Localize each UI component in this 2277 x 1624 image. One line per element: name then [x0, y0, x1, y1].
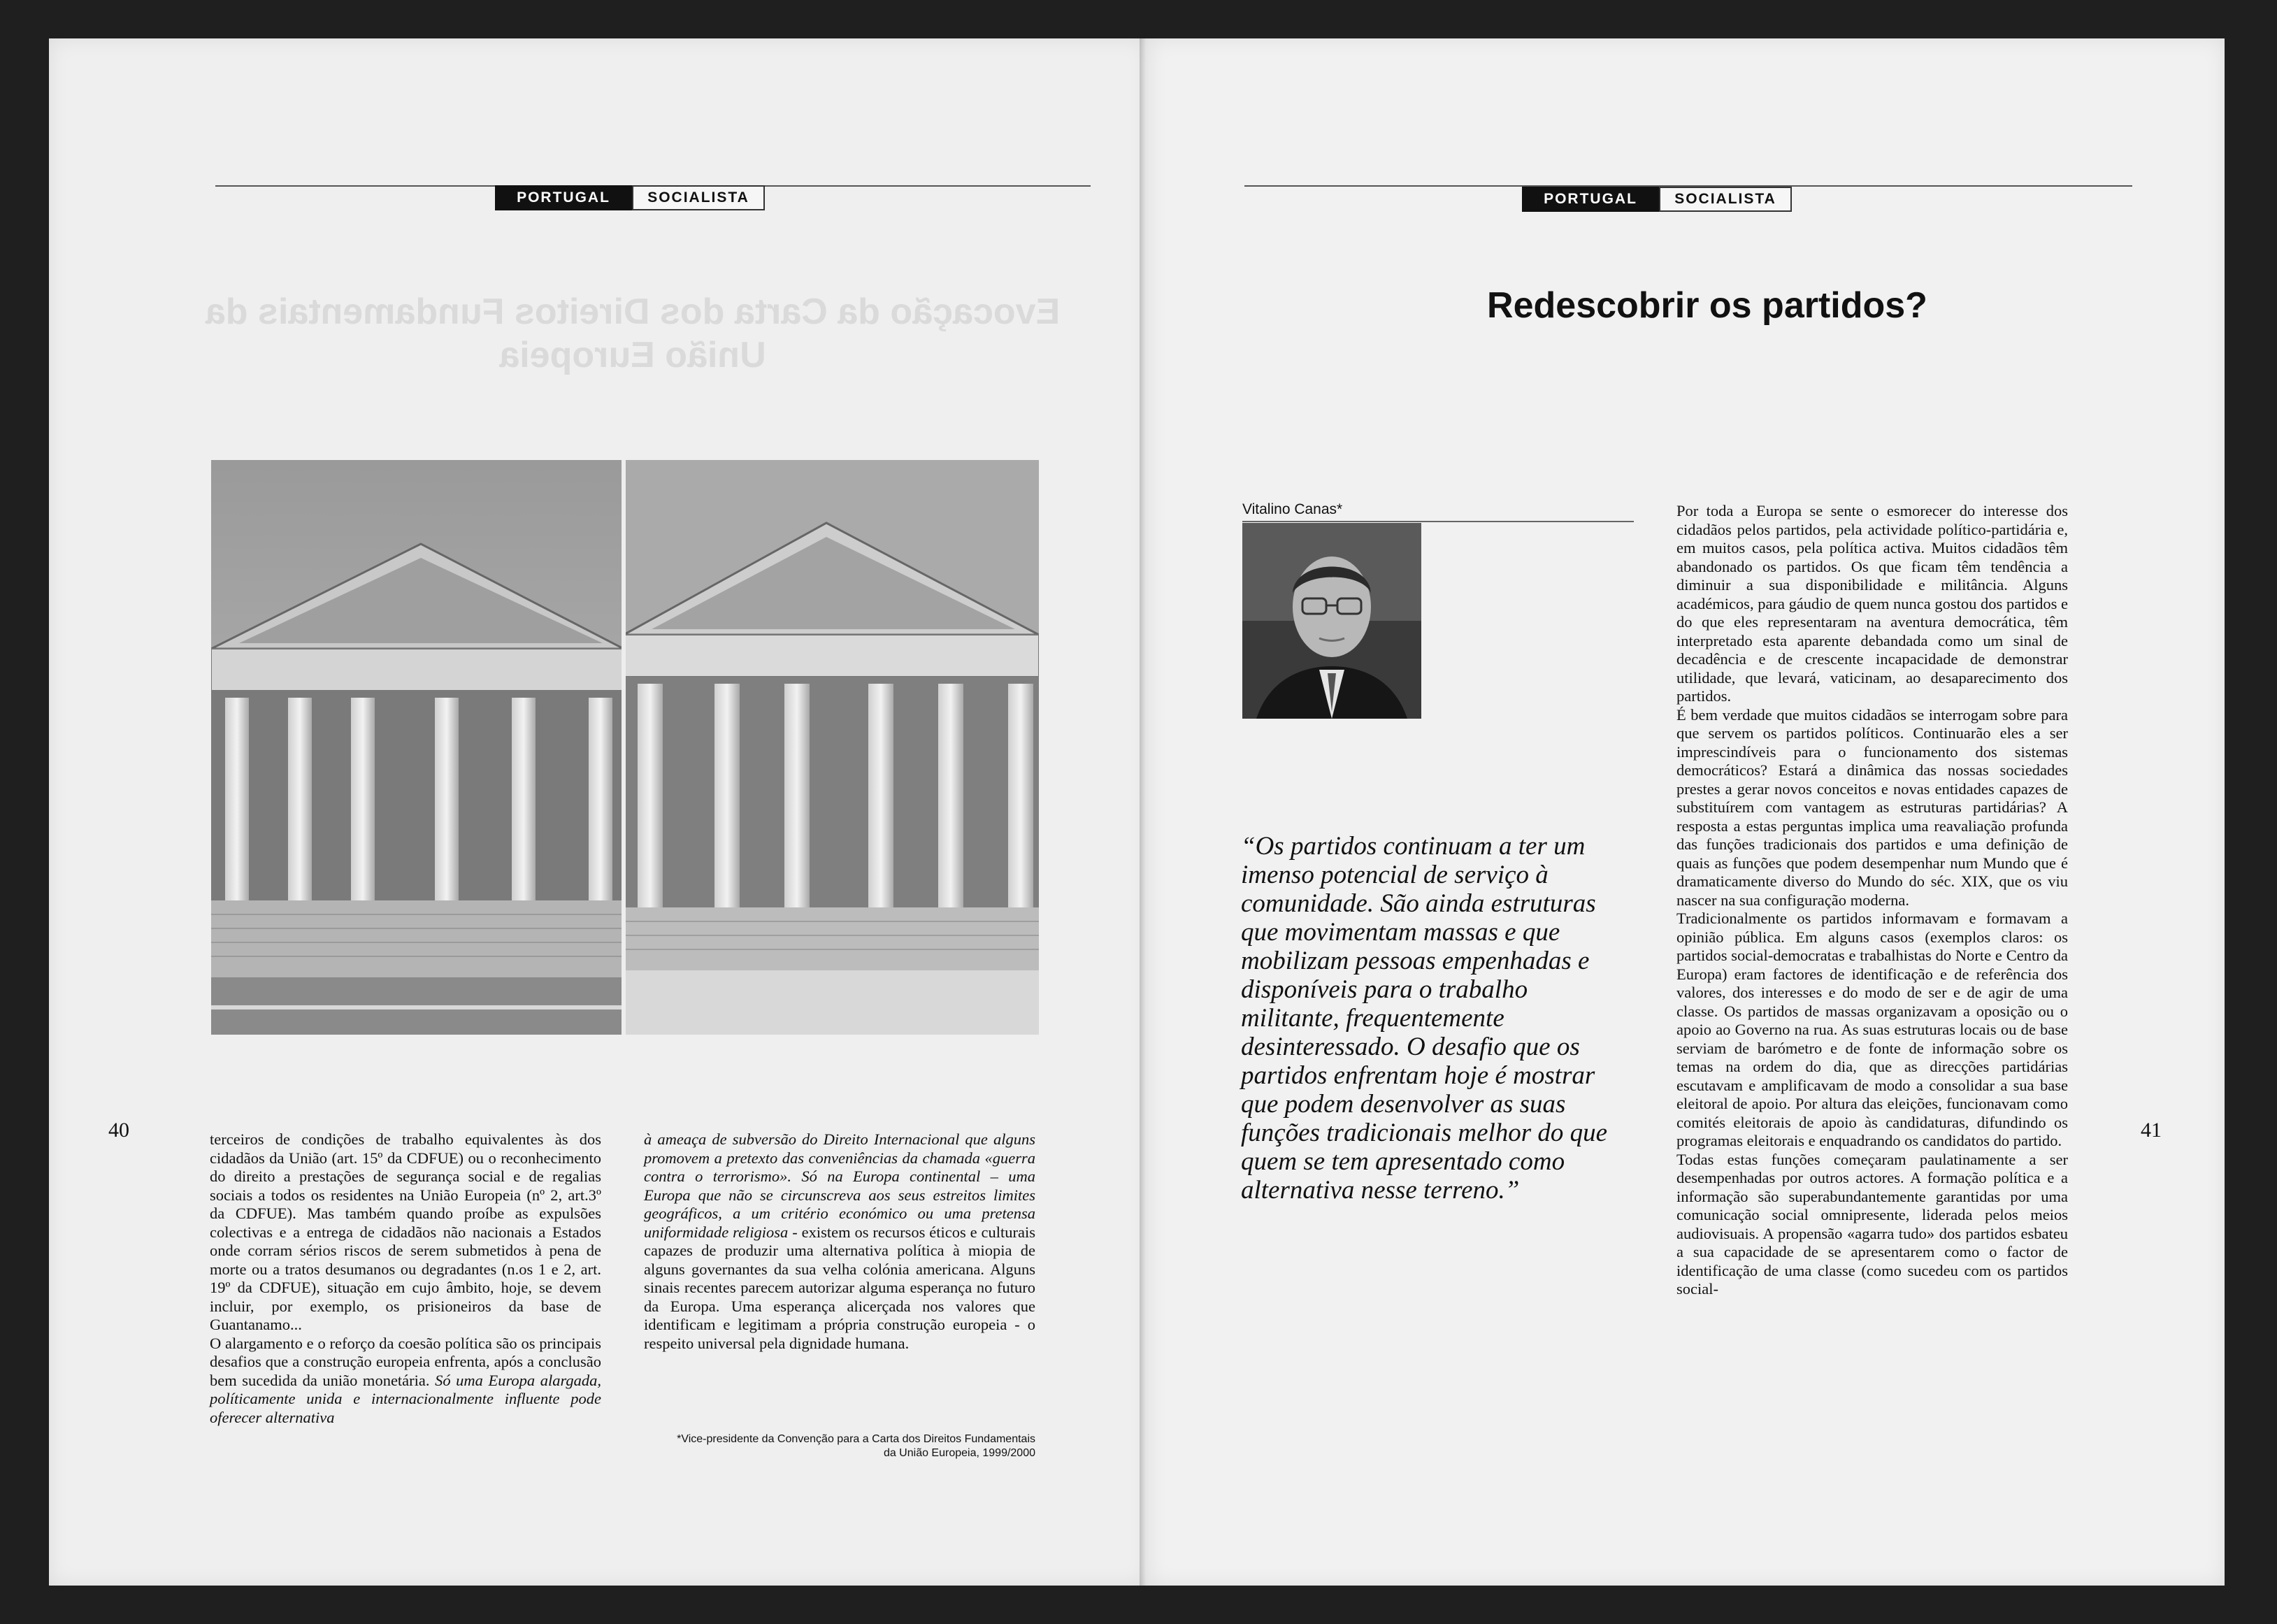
- pull-quote: “Os partidos continuam a ter um imenso potencial de serviço à comunidade. São ainda estruturas que movimentam massas e que mobilizam pessoas empenhadas e disponíveis para o trabalho militante, frequentemente desinteressado. O desafio que os partidos enfrentam hoje é mostrar que podem desenvolver as suas funções tradicionais melhor do que quem se tem apresentado como alternativa nesse terreno.”: [1241, 832, 1608, 1205]
- paragraph-text: - existem os recursos éticos e culturais capazes de produzir uma alternativa política à miopia de alguns governantes da sua velha colónia americana. Alguns sinais recentes parecem autorizar alguma esperança no futuro da Europa. Uma esperança alicerçada nos valores que identificam e legitimam a própria construção europeia - o respeito universal pela dignidade humana.: [644, 1223, 1035, 1352]
- brand-portugal: PORTUGAL: [1522, 187, 1659, 212]
- brand-socialista: SOCIALISTA: [632, 185, 765, 210]
- right-page: [1148, 38, 2225, 1586]
- footnote: [644, 1432, 1035, 1460]
- portrait-icon: [1242, 523, 1421, 719]
- footnote-line: *Vice-presidente da Convenção para a Carta dos Direitos Fundamentais: [677, 1433, 1035, 1445]
- page-number-right: 41: [2141, 1119, 2162, 1142]
- left-column-2: [644, 1130, 1035, 1353]
- paragraph: [644, 1130, 1035, 1353]
- article-headline: Redescobrir os partidos?: [1487, 285, 1927, 326]
- italic-text: à ameaça de subversão do Direito Internacional que alguns promovem a pretexto das conveniências da chamada «guerra contra o terrorismo». Só na Europa continental – uma Europa que não se circunscreva aos seus estreitos limites geográficos, a um critério económico ou uma pretensa uniformidade religiosa: [644, 1130, 1035, 1241]
- show-through-title: Evocação da Carta dos Direitos Fundamentais da União Europeia: [205, 292, 1061, 375]
- brand-portugal: PORTUGAL: [495, 185, 632, 210]
- paragraph: Todas estas funções começaram paulatinamente a ser desempenhadas por outros actores. A formação política e a informação são superabundantemente garantidas por uma comunicação social omnipresente, liderada pelos meios audiovisuais. A propensão «agarra tudo» dos partidos esbateu a sua capacidade de se apresentarem como o factor de identificação de uma classe (como sucedeu com os partidos social-: [1676, 1150, 2068, 1298]
- building-photo-icon: [211, 460, 1039, 1035]
- left-page: [49, 38, 1148, 1586]
- italic-text: Só uma Europa alargada, políticamente unida e internacionalmente influente pode oferecer alternativa: [210, 1371, 602, 1426]
- paragraph: Tradicionalmente os partidos informavam e formavam a opinião pública. Em alguns casos (exemplos claros: os partidos social-democratas e trabalhistas do Norte e Centro da Europa) eram factores de identificação e de referência dos valores, dos interesses e do modo de ser e de agir de uma classe. Os partidos de massas organizavam a oposição ou o apoio ao Governo na rua. As suas estruturas locais ou de base serviam de barómetro e de fonte de informação sobre os temas na ordem do dia, que as direcções partidárias escutavam e amplificavam de modo a consolidar a sua base eleitoral de apoio. Por altura das eleições, funcionavam como comités eleitorais de apoio às candidaturas, difundindo os programas eleitorais e enquadrando os candidatos do partido.: [1676, 910, 2068, 1149]
- author-portrait: [1242, 523, 1421, 719]
- paragraph: [210, 1335, 601, 1428]
- masthead-brand: [495, 185, 765, 210]
- byline: Vitalino Canas*: [1242, 501, 1634, 522]
- paragraph: Por toda a Europa se sente o esmorecer do interesse dos cidadãos pelos partidos, pela actividade político-partidária e, em muitos casos, pela política activa. Muitos cidadãos têm abandonado os partidos. Os que ficam têm tendência a diminuir a sua disponibilidade e militância. Alguns académicos, para gáudio de quem nunca gostou dos partidos e do que eles representaram na aventura democrática, têm interpretado esta aparente debandada como um sinal de decadência e de crescente incapacidade de demonstrar utilidade, que levará, vaticinam, ao desaparecimento dos partidos.: [1676, 502, 2068, 705]
- left-column-1: [210, 1130, 601, 1427]
- brand-socialista: SOCIALISTA: [1659, 187, 1792, 212]
- paragraph: terceiros de condições de trabalho equivalentes às dos cidadãos da União (art. 15º da CDFUE) ou o reconhecimento do direito a prestações de segurança social e de regalias sociais a todos os residentes na União Europeia (nº 2, art.3º da CDFUE). Mas também quando proíbe as expulsões colectivas e a entrega de cidadãos não nacionais a Estados onde corram sérios riscos de serem submetidos à pena de morte ou a tratos desumanos ou degradantes (n.os 1 e 2, art. 19º da CDFUE), situação em cujo âmbito, hoje, se devem incluir, por exemplo, os prisioneiros da base de Guantanamo...: [210, 1130, 601, 1333]
- building-photo: [211, 460, 1039, 1035]
- footnote-line: da União Europeia, 1999/2000: [883, 1447, 1035, 1459]
- paragraph-text: O alargamento e o reforço da coesão política são os principais desafios que a construção europeia enfrenta, após a conclusão bem sucedida da união monetária.: [210, 1334, 601, 1389]
- page-number-left: 40: [108, 1119, 129, 1142]
- paragraph: É bem verdade que muitos cidadãos se interrogam sobre para que servem os partidos políticos. Continuarão eles a ser imprescindíveis para o funcionamento dos sistemas democráticos? Estará a dinâmica das nossas sociedades prestes a gerar novos conceitos e novas entidades capazes de substituírem com vantagem as estruturas partidárias? A resposta a estas perguntas implica uma reavaliação profunda das funções tradicionais dos partidos e uma definição de quais as funções que podem desempenhar num Mundo que é dramaticamente diverso do Mundo do séc. XIX, que os viu nascer na sua configuração moderna.: [1676, 705, 2068, 909]
- right-column: [1676, 502, 2068, 1299]
- masthead-brand: [1522, 187, 1792, 212]
